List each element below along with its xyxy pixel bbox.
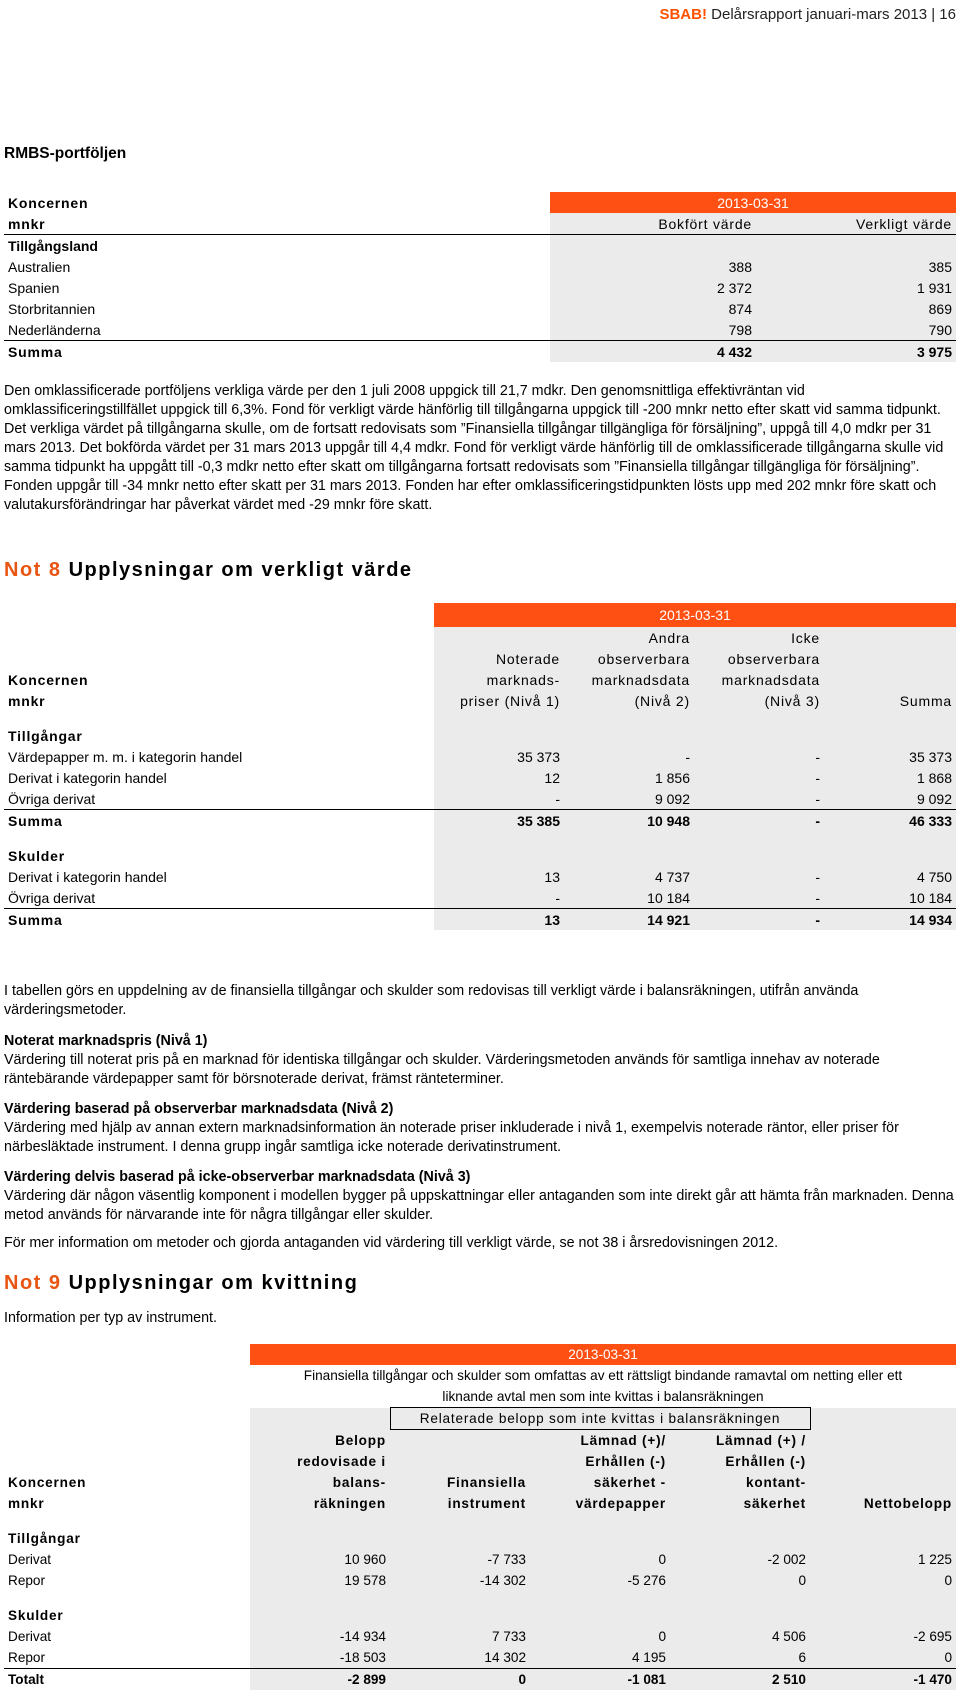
page-header <box>659 6 956 23</box>
table-row: Derivat -14 934 7 733 0 4 506 -2 695 <box>4 1626 956 1647</box>
note9-desc2: liknande avtal men som inte kvittas i balansräkningen <box>442 1389 764 1404</box>
note9-group: Koncernen <box>8 1475 87 1490</box>
note9-number: Not 9 <box>4 1272 62 1294</box>
note8-unit: mnkr <box>8 692 46 709</box>
rmbs-col1: Bokfört värde <box>550 213 756 235</box>
note8-n2-text: Värdering med hjälp av annan extern marknadsinformation än noterade priser inkluderade i nivå 1, exempelvis noterade räntor, eller priser för närbesläktade instrument. I denna grupp ingår samtliga icke noterade derivatinstrument. <box>4 1120 899 1155</box>
table-row: Övriga derivat - 10 184 - 10 184 <box>4 887 956 909</box>
note8-more: För mer information om metoder och gjorda antaganden vid värdering till verkligt värde, se not 38 i årsredovisningen 2012. <box>4 1235 779 1251</box>
sum-row: Summa 35 385 10 948 - 46 333 <box>4 810 956 832</box>
note9-heading <box>4 1272 358 1295</box>
sum-row: Summa 13 14 921 - 14 934 <box>4 909 956 931</box>
note8-n3-title: Värdering delvis baserad på icke-observerbar marknadsdata (Nivå 3) <box>4 1169 471 1185</box>
table-row: Nederländerna 798 790 <box>4 319 956 341</box>
note9-assets-title: Tillgångar <box>8 1531 81 1546</box>
note9-title: Upplysningar om kvittning <box>68 1272 359 1294</box>
note8-liab-title: Skulder <box>8 847 65 864</box>
note8-n1-text: Värdering till noterat pris på en marknad för identiska tillgångar och skulder. Värderingsmetoden används för samtliga innehav av noterade räntebärande värdepapper samt för börsnoterade derivat, främst ränteterminer. <box>4 1052 880 1087</box>
note9-liab-title: Skulder <box>8 1608 64 1623</box>
note9-desc1: Finansiella tillgångar och skulder som omfattas av ett rättsligt bindande ramavtal om netting eller ett <box>303 1368 903 1383</box>
rmbs-table <box>4 192 956 362</box>
note8-group: Koncernen <box>8 671 89 688</box>
header-text: Delårsrapport januari-mars 2013 | 16 <box>711 6 956 23</box>
note8-assets-title: Tillgångar <box>8 727 83 744</box>
note8-n2-title: Värdering baserad på observerbar marknadsdata (Nivå 2) <box>4 1101 394 1117</box>
rmbs-date: 2013-03-31 <box>550 192 956 213</box>
table-row: Derivat 10 960 -7 733 0 -2 002 1 225 <box>4 1549 956 1570</box>
note9-unit: mnkr <box>8 1496 45 1511</box>
rmbs-text: Den omklassificerade portföljens verkliga värde per den 1 juli 2008 uppgick till 21,7 mdkr. Den genomsnittliga effektivräntan vid omklassificeringstillfället uppgick till 6,3%. Fond för verkligt värde hänförlig till tillgångarna uppgick till -200 mnkr netto efter skatt vid samma tidpunkt. Det verkliga värdet på tillgångarna skulle, om de fortsatt redovisats som ”Finansiella tillgångar tillgängliga för försäljning”, uppgå till 4,0 mdkr per 31 mars 2013. Det bokförda värdet per 31 mars 2013 uppgår till 4,4 mdkr. Fond för verkligt värde hänförlig till de omklassificerade tillgångarna skulle vid samma tidpunkt ha uppgått till -0,3 mdkr netto efter skatt om tillgångarna fortsatt redovisats som ”Finansiella tillgångar tillgängliga för försäljning”. Fonden uppgår till -34 mnkr netto efter skatt per 31 mars 2013. Fonden har efter omklassificeringstidpunkten lösts upp med 202 mnkr före skatt och valutakursförändringar har påverkat värdet med -29 mnkr före skatt. <box>4 383 944 513</box>
sum-row: Summa 4 432 3 975 <box>4 341 956 363</box>
note8-heading <box>4 559 413 582</box>
table-row: Övriga derivat - 9 092 - 9 092 <box>4 788 956 810</box>
note8-n3-text: Värdering där någon väsentlig komponent i modellen bygger på uppskattningar eller antaganden som inte direkt går att hämta från marknaden. Denna metod används för närvarande inte för några tillgångar eller skulder. <box>4 1188 954 1223</box>
rmbs-col2: Verkligt värde <box>756 213 956 235</box>
note8-n1-title: Noterat marknadspris (Nivå 1) <box>4 1033 208 1049</box>
note8-table: 2013-03-31 Andra Icke Noterade observerbara observerbara Koncernen marknads- marknadsdata marknadsdata mnkr priser (Nivå 1) (Nivå 2) (Nivå 3) Summa Tillgångar Värdepapper m. m. i kategorin handel 35 373 - - 35 373 Derivat i kategorin handel 12 1 856 - 1 868 Övriga derivat - 9 092 - 9 092 Summa 35 385 10 948 - 46 333 Skulder Derivat i kategorin handel 13 4 737 - 4 750 Övriga derivat - 10 184 - 10 184 Summa 13 14 921 - 14 934 <box>4 603 956 930</box>
table-row: Derivat i kategorin handel 13 4 737 - 4 750 <box>4 866 956 887</box>
note8-number: Not 8 <box>4 559 62 581</box>
note8-date: 2013-03-31 <box>434 603 956 627</box>
rmbs-title: RMBS-portföljen <box>4 145 127 162</box>
table-row: Repor 19 578 -14 302 -5 276 0 0 <box>4 1570 956 1591</box>
rmbs-section: Tillgångsland <box>4 235 550 257</box>
note8-intro: I tabellen görs en uppdelning av de finansiella tillgångar och skulder som redovisas till verkligt värde i balansräkningen, utifrån använda värderingsmetoder. <box>4 983 859 1018</box>
rmbs-unit: mnkr <box>8 215 46 232</box>
note8-title: Upplysningar om verkligt värde <box>68 559 413 581</box>
rmbs-group: Koncernen <box>8 194 89 211</box>
table-row: Derivat i kategorin handel 12 1 856 - 1 868 <box>4 767 956 788</box>
note9-related: Relaterade belopp som inte kvittas i balansräkningen <box>390 1408 810 1430</box>
table-row: Australien 388 385 <box>4 256 956 277</box>
brand-logo: SBAB! <box>659 6 707 23</box>
table-row: Storbritannien 874 869 <box>4 298 956 319</box>
table-row: Värdepapper m. m. i kategorin handel 35 373 - - 35 373 <box>4 746 956 767</box>
note9-intro: Information per typ av instrument. <box>4 1310 217 1326</box>
note9-date: 2013-03-31 <box>250 1344 956 1365</box>
note9-table: 2013-03-31 Finansiella tillgångar och skulder som omfattas av ett rättsligt bindande ramavtal om netting eller ett liknande avtal men som inte kvittas i balansräkningen Relaterade belopp som inte kvittas i balansräkningen Belopp Lämnad (+)/ Lämnad (+) / redovisade i Erhållen (-) Erhållen (-) Koncernen balans- Finansiella säkerhet - kontant- mnkr räkningen instrument värdepapper säkerhet Nettobelopp Tillgångar Derivat 10 960 -7 733 0 -2 002 1 225 Repor 19 578 -14 302 -5 276 0 0 Skulder Derivat -14 934 7 733 0 4 506 -2 695 Repor -18 503 14 302 4 195 6 0 Totalt -2 899 0 -1 081 2 510 -1 470 <box>4 1344 956 1690</box>
table-row: Spanien 2 372 1 931 <box>4 277 956 298</box>
table-row: Repor -18 503 14 302 4 195 6 0 <box>4 1647 956 1669</box>
total-row: Totalt -2 899 0 -1 081 2 510 -1 470 <box>4 1669 956 1690</box>
